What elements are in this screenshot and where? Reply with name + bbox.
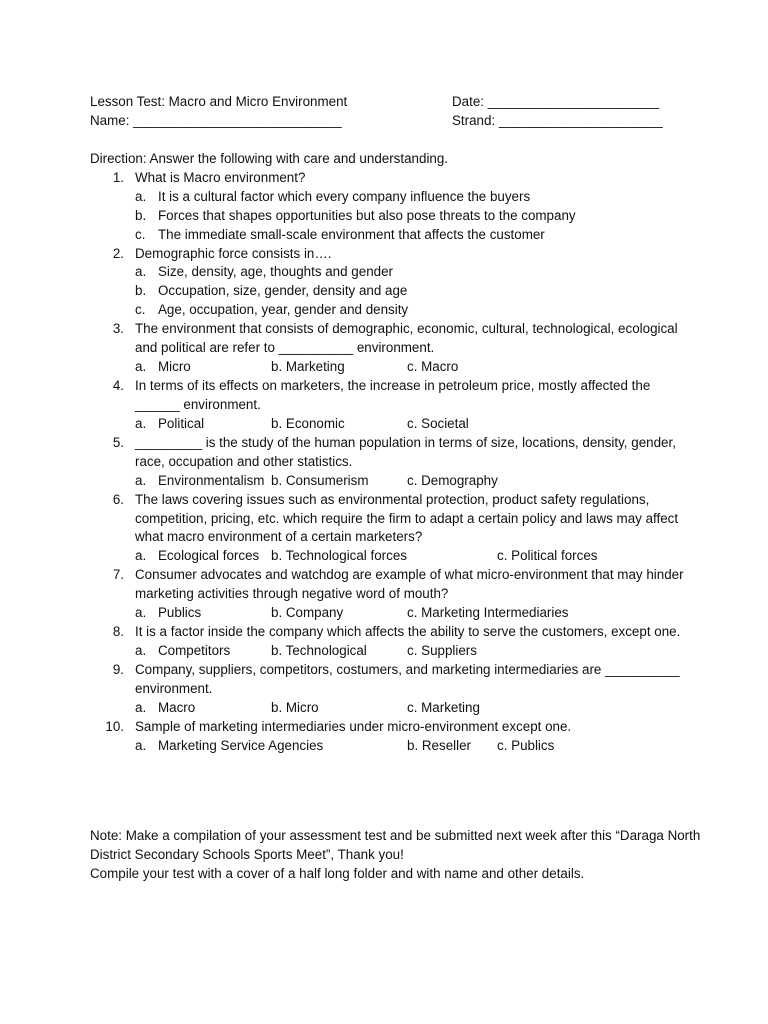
option-c [135, 226, 690, 245]
question-text: _________ is the study of the human population in terms of size, locations, density, gender, race, occupation and other statistics. [135, 434, 676, 469]
question-2 [90, 245, 690, 264]
option-letter: a. [135, 643, 147, 659]
note-compile-text: Compile your test with a cover of a half long folder and with name and other details. [90, 865, 585, 881]
question-number: 6. [112, 491, 124, 507]
option-letter: a. [135, 358, 147, 374]
question-text: The laws covering issues such as environmental protection, product safety regulations, competition, pricing, etc. which require the firm to adapt a certain policy and laws may affect what macro environment of a certain marketers? [135, 491, 679, 545]
option-letter: c. [135, 302, 146, 318]
test-body [90, 150, 690, 756]
option-a [135, 188, 690, 207]
option-c: c. Marketing [407, 699, 480, 715]
question-9-options [90, 699, 690, 718]
option-b: b. Economic [271, 415, 345, 431]
date-field: Date: _______________________ [452, 94, 660, 109]
option-b: b. Micro [271, 699, 319, 715]
question-text: It is a factor inside the company which affects the ability to serve the customers, except one. [135, 624, 681, 640]
option-c [135, 301, 690, 320]
option-a [135, 263, 690, 282]
question-number: 8. [112, 624, 124, 640]
option-a: Macro [158, 699, 196, 715]
question-9 [90, 661, 690, 699]
option-text: The immediate small-scale environment that affects the customer [158, 226, 545, 242]
option-b [135, 207, 690, 226]
question-text: Company, suppliers, competitors, costumers, and marketing intermediaries are __________ environment. [135, 662, 680, 696]
question-text: Consumer advocates and watchdog are example of what micro-environment that may hinder marketing activities through negative word of mouth? [135, 567, 684, 602]
question-number: 2. [112, 245, 124, 261]
question-text: Sample of marketing intermediaries under micro-environment except one. [135, 718, 572, 734]
question-1-options [90, 188, 690, 245]
note-section [90, 827, 710, 884]
question-5-options [90, 472, 690, 491]
option-c: c. Societal [407, 415, 469, 431]
option-a: Ecological forces [158, 548, 260, 564]
option-letter: a. [135, 699, 147, 715]
question-6-options [90, 547, 690, 566]
question-number: 4. [112, 377, 124, 393]
option-text: Forces that shapes opportunities but also pose threats to the company [158, 207, 576, 223]
question-number: 5. [112, 434, 124, 450]
question-10-options [90, 737, 690, 756]
option-letter: a. [135, 605, 147, 621]
option-a: Marketing Service Agencies [158, 737, 324, 753]
option-letter: a. [135, 188, 147, 204]
option-a: Political [158, 415, 205, 431]
option-text: Size, density, age, thoughts and gender [158, 264, 393, 280]
option-letter: a. [135, 415, 147, 431]
test-title: Lesson Test: Macro and Micro Environment [90, 94, 348, 109]
option-a: Publics [158, 605, 202, 621]
question-6 [90, 491, 690, 548]
option-letter: a. [135, 737, 147, 753]
option-b: b. Technological [271, 643, 367, 659]
question-text: The environment that consists of demographic, economic, cultural, technological, ecological and political are refer to __________ environment. [135, 321, 678, 356]
question-10 [90, 718, 690, 737]
strand-field: Strand: ______________________ [452, 113, 663, 128]
option-letter: c. [135, 226, 146, 242]
option-b: b. Company [271, 605, 344, 621]
option-c: c. Political forces [497, 548, 598, 564]
option-b: b. Technological forces [271, 548, 407, 564]
note-text: Note: Make a compilation of your assessment test and be submitted next week after this “Daraga North District Secondary Schools Sports Meet”, Thank you! [90, 828, 701, 862]
question-4-options [90, 415, 690, 434]
option-c: c. Macro [407, 358, 459, 374]
question-3-options [90, 358, 690, 377]
option-letter: a. [135, 472, 147, 488]
option-c: c. Marketing Intermediaries [407, 605, 569, 621]
question-text: Demographic force consists in…. [135, 245, 332, 261]
option-text: Occupation, size, gender, density and age [158, 283, 408, 299]
question-4 [90, 377, 690, 415]
question-text: What is Macro environment? [135, 169, 306, 185]
option-b [135, 282, 690, 301]
direction-text: Direction: Answer the following with care and understanding. [90, 151, 449, 166]
question-1 [90, 169, 690, 188]
option-text: It is a cultural factor which every company influence the buyers [158, 188, 531, 204]
option-a: Environmentalism [158, 472, 265, 488]
question-number: 10. [105, 718, 124, 734]
option-b: b. Marketing [271, 358, 345, 374]
option-letter: a. [135, 548, 147, 564]
option-c: c. Demography [407, 472, 498, 488]
option-b: b. Consumerism [271, 472, 369, 488]
option-b: b. Reseller [407, 737, 472, 753]
question-number: 9. [112, 662, 124, 678]
option-a: Micro [158, 358, 191, 374]
question-7-options [90, 604, 690, 623]
option-text: Age, occupation, year, gender and density [158, 302, 409, 318]
question-number: 3. [112, 321, 124, 337]
question-2-options [90, 263, 690, 320]
question-5 [90, 434, 690, 472]
question-8 [90, 623, 690, 642]
option-c: c. Publics [497, 737, 555, 753]
name-field: Name: ____________________________ [90, 113, 342, 128]
question-text: In terms of its effects on marketers, the increase in petroleum price, mostly affected the ______ environment. [135, 377, 651, 412]
question-3 [90, 320, 690, 358]
option-letter: b. [135, 283, 147, 299]
question-number: 7. [112, 567, 124, 583]
question-number: 1. [112, 169, 124, 185]
question-7 [90, 566, 690, 604]
option-a: Competitors [158, 643, 231, 659]
test-header [90, 93, 690, 131]
question-8-options [90, 642, 690, 661]
option-letter: a. [135, 264, 147, 280]
option-letter: b. [135, 207, 147, 223]
option-c: c. Suppliers [407, 643, 477, 659]
